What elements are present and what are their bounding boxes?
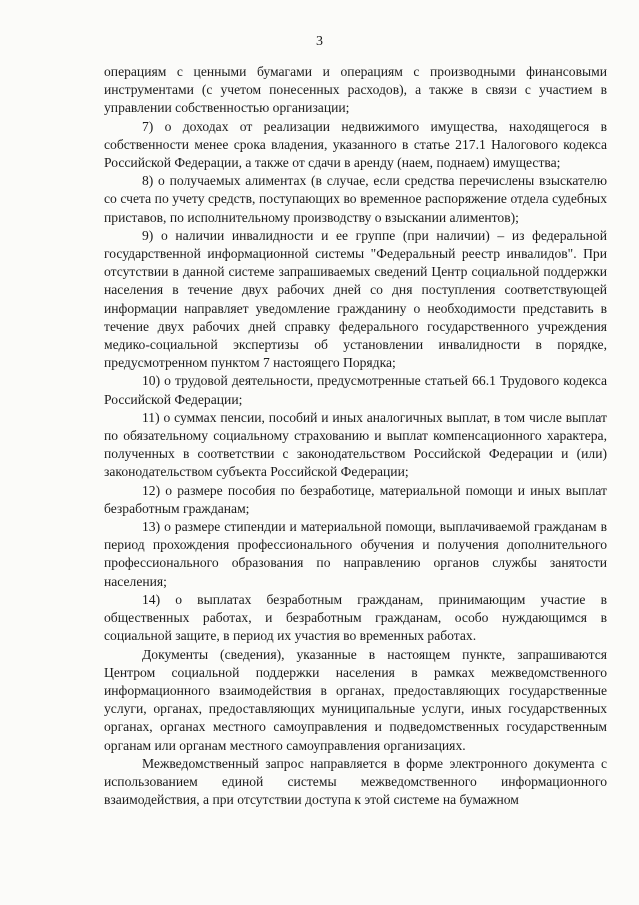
- paragraph-item-7: 7) о доходах от реализации недвижимого имущества, находящегося в собственности менее срока владения, указанного в статье 217.1 Налогового кодекса Российской Федерации, а также от сдачи в аренду (наем, поднаем) имущества;: [104, 118, 607, 171]
- page-number: 3: [316, 34, 323, 49]
- paragraph-item-10: 10) о трудовой деятельности, предусмотренные статьей 66.1 Трудового кодекса Российской Федерации;: [104, 373, 607, 407]
- paragraph-item-13: 13) о размере стипендии и материальной помощи, выплачиваемой гражданам в период прохождения профессионального обучения и получения дополнительного профессионального образования по направлению органов службы занятости населения;: [104, 519, 607, 589]
- paragraph-documents-requested: Документы (сведения), указанные в настоящем пункте, запрашиваются Центром социальной поддержки населения в рамках межведомственного информационного взаимодействия в органах, предоставляющих государственные услуги, органах, предоставляющих муниципальные услуги, иных государственных органах, органах местного самоуправления и подведомственных государственным органам или органам местного самоуправления организациях.: [104, 646, 607, 753]
- paragraph-item-11: 11) о суммах пенсии, пособий и иных аналогичных выплат, в том числе выплат по обязательному социальному страхованию и выплат компенсационного характера, полученных в соответствии с законодательством Российской Федерации и (или) законодательством субъекта Российской Федерации;: [104, 409, 607, 480]
- paragraph-item-9: 9) о наличии инвалидности и ее группе (при наличии) – из федеральной государственной информационной системы "Федеральный реестр инвалидов". При отсутствии в данной системе запрашиваемых сведений Центр социальной поддержки населения в течение двух рабочих дней со дня поступления соответствующей информации направляет уведомление гражданину о необходимости представить в течение двух рабочих дней справку федерального государственного учреждения медико-социальной экспертизы об установлении инвалидности в порядке, предусмотренном пунктом 7 настоящего Порядка;: [104, 227, 607, 371]
- paragraph-item-8: 8) о получаемых алиментах (в случае, если средства перечислены взыскателю со счета по учету средств, поступающих во временное распоряжение отдела судебных приставов, по исполнительному производству о взыскании алиментов);: [104, 173, 607, 225]
- paragraph-interagency-request: Межведомственный запрос направляется в форме электронного документа с использованием единой системы межведомственного информационного взаимодействия, а при отсутствии доступа к этой системе на бумажном: [104, 755, 607, 808]
- paragraph-item-14: 14) о выплатах безработным гражданам, принимающим участие в общественных работах, и безработным гражданам, особо нуждающимся в социальной защите, в период их участия во временных работах.: [104, 591, 607, 644]
- paragraph-item-12: 12) о размере пособия по безработице, материальной помощи и иных выплат безработным гражданам;: [104, 482, 607, 516]
- document-body: [104, 63, 607, 809]
- paragraph-continuation: операциям с ценными бумагами и операциям с производными финансовыми инструментами (с учетом понесенных расходов), а также в связи с участием в управлении собственностью организации;: [104, 64, 607, 116]
